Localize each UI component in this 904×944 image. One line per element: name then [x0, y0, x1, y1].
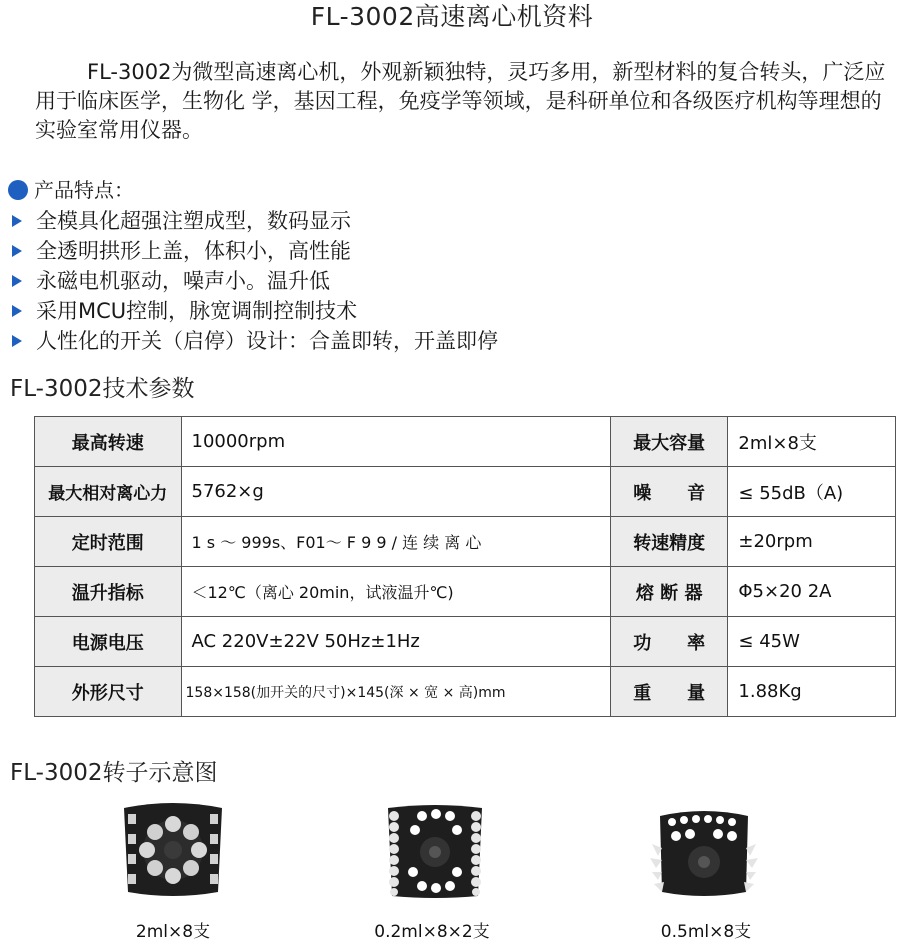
- rotor-gallery: [0, 800, 904, 944]
- spec-key: 电源电压: [35, 617, 182, 667]
- spec-key: 熔 断 器: [610, 567, 727, 617]
- feature-text: 永磁电机驱动，噪声小。温升低: [36, 269, 330, 293]
- triangle-bullet-icon: [12, 305, 22, 317]
- intro-text: FL-3002为微型高速离心机，外观新颖独特，灵巧多用，新型材料的复合转头，广泛应用于临床医学，生物化 学，基因工程，免疫学等领域，是科研单位和各级医疗机构等理想的实验室常用仪器。: [35, 60, 886, 142]
- features-list: [8, 206, 498, 356]
- triangle-bullet-icon: [12, 335, 22, 347]
- features-heading: [8, 176, 134, 204]
- table-row: [35, 517, 896, 567]
- spec-value: 1.88Kg: [728, 667, 896, 717]
- spec-value: AC 220V±22V 50Hz±1Hz: [181, 617, 610, 667]
- triangle-bullet-icon: [12, 245, 22, 257]
- spec-value: 2ml×8支: [728, 417, 896, 467]
- triangle-bullet-icon: [12, 215, 22, 227]
- specs-heading: FL-3002技术参数: [10, 376, 195, 402]
- rotor-caption: 0.2ml×8×2支: [374, 922, 490, 942]
- table-row: [35, 467, 896, 517]
- rotor-caption: 2ml×8支: [135, 922, 211, 942]
- spec-value: 5762×g: [181, 467, 610, 517]
- spec-value: ＜12℃（离心 20min，试液温升℃): [181, 567, 610, 617]
- feature-text: 人性化的开关（启停）设计：合盖即转，开盖即停: [36, 329, 498, 353]
- spec-value: ≤ 55dB（A): [728, 467, 896, 517]
- page-title: FL-3002高速离心机资料: [310, 2, 594, 31]
- table-row: [35, 417, 896, 467]
- table-row: [35, 667, 896, 717]
- feature-text: 全模具化超强注塑成型，数码显示: [36, 209, 351, 233]
- spec-key: 温升指标: [35, 567, 182, 617]
- spec-key: 最大相对离心力: [35, 467, 182, 517]
- spec-key: 定时范围: [35, 517, 182, 567]
- feature-item: [8, 236, 498, 266]
- spec-value: Φ5×20 2A: [728, 567, 896, 617]
- triangle-bullet-icon: [12, 275, 22, 287]
- spec-key: 重 量: [610, 667, 727, 717]
- table-row: [35, 617, 896, 667]
- feature-item: [8, 266, 498, 296]
- rotor-0.2ml-image: [380, 802, 490, 900]
- feature-text: 全透明拱形上盖，体积小，高性能: [36, 239, 351, 263]
- rotors-heading: FL-3002转子示意图: [10, 760, 218, 786]
- spec-key: 功 率: [610, 617, 727, 667]
- table-row: [35, 567, 896, 617]
- rotor-caption: 0.5ml×8支: [660, 922, 752, 942]
- feature-text: 采用MCU控制，脉宽调制控制技术: [36, 299, 358, 323]
- rotor-2ml-image: [118, 800, 228, 900]
- bullet-dot-icon: [8, 180, 28, 200]
- rotor-0.5ml-image: [646, 800, 762, 900]
- spec-value: 10000rpm: [181, 417, 610, 467]
- features-heading-text: 产品特点：: [34, 178, 134, 202]
- spec-key: 转速精度: [610, 517, 727, 567]
- feature-item: [8, 206, 498, 236]
- spec-value: 158×158(加开关的尺寸)×145(深 × 宽 × 高)mm: [181, 667, 610, 717]
- spec-key: 最大容量: [610, 417, 727, 467]
- feature-item: [8, 296, 498, 326]
- specs-table: [34, 416, 896, 717]
- spec-key: 外形尺寸: [35, 667, 182, 717]
- spec-value: 1 s ～ 999s、F01～ F 9 9 / 连 续 离 心: [181, 517, 610, 567]
- spec-value: ≤ 45W: [728, 617, 896, 667]
- feature-item: [8, 326, 498, 356]
- intro-paragraph: [35, 58, 893, 145]
- spec-key: 最高转速: [35, 417, 182, 467]
- spec-key: 噪 音: [610, 467, 727, 517]
- spec-value: ±20rpm: [728, 517, 896, 567]
